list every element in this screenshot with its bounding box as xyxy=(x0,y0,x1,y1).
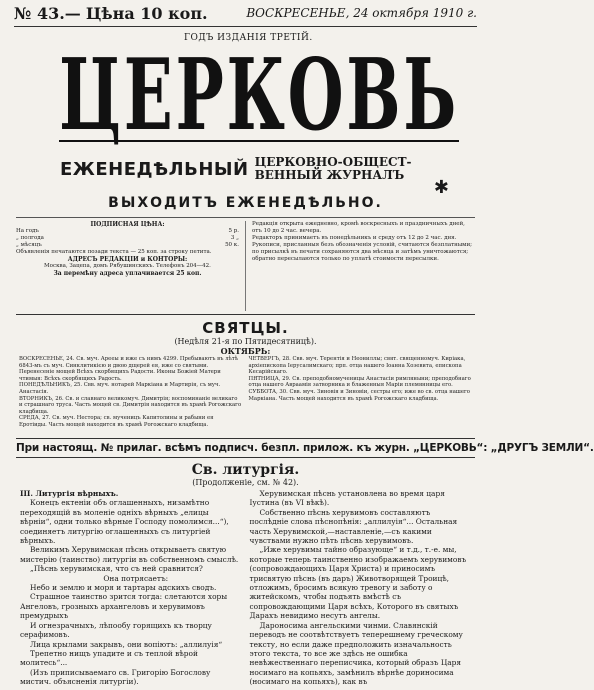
masthead xyxy=(16,27,475,217)
info-block xyxy=(16,217,475,315)
weekly-line: ВЫХОДИТЪ ЕЖЕНЕДѢЛЬНО. xyxy=(108,195,383,211)
subtitle-journal xyxy=(255,156,412,182)
announce-price: Объявленія печатаются позади текста — 25 коп. за строку петита. xyxy=(16,249,212,255)
address-change: За перемѣну адреса уплачивается 25 коп. xyxy=(53,270,202,277)
paragraph: Она потрясаетъ: xyxy=(103,573,169,583)
saints-columns xyxy=(16,356,475,438)
paragraph: Херувимская пѣснь установлена во время царя Іустина (въ VI вѣкѣ). xyxy=(249,489,445,508)
price-header: ПОДПИСНАЯ ЦѢНА: xyxy=(90,221,165,228)
subtitle-line-1: ЦЕРКОВНО-ОБЩЕСТ- xyxy=(254,155,412,169)
top-line xyxy=(14,0,477,27)
article-col-right xyxy=(246,489,476,687)
editorial-hours: Редакція открыта ежедневно, кромѣ воскресныхъ и праздничныхъ дней, отъ 10 до 2 час. вечера. xyxy=(252,221,465,234)
paragraph: Трепетно нищъ упадите и съ теплой вѣрой молитесь“... xyxy=(20,648,198,668)
price-row: „ полгода 3 „ xyxy=(16,235,239,241)
ornament-star-icon: ✱ xyxy=(433,177,449,198)
paragraph: Лица крылами закрывъ, они вопіютъ: „аллилуія“ xyxy=(30,639,223,649)
article-col-left xyxy=(16,489,246,687)
address: Москва, Зацепа, домъ Рябушинскихъ. Телефонъ 204—42. xyxy=(44,263,211,269)
saints-right: ЧЕТВЕРГЪ, 28. Свв. муч. Терентія и Неониллы; свят. священномуч. Киріака, архіепископа Іерусалимскаго; прп. отца нашего Іоанна Хозевита, епископа Кесарійскаго. ПЯТНИЦА, 29. Св. преподобномученицы Анастасіи римляныни; преподобнаго отца нашего Авраамія затворника и блаженныя Маріи племянницы его. СУББОТА, 30. Свв. муч. Зиновія и Зиновіи, сестры его; иже во св. отца нашего Маркіана. Часть мощей находится въ храмѣ Рогожскаго кладбища. xyxy=(248,356,471,402)
paragraph: Небо и землю и моря и тартары адскихъ сводъ. xyxy=(30,583,217,593)
editorial-info xyxy=(246,221,475,311)
svg-text:ЦЕРКОВЬ: ЦЕРКОВЬ xyxy=(59,38,459,153)
issue-number: № 43.— xyxy=(14,3,81,23)
masthead-subtitle xyxy=(60,149,460,189)
subscription-info xyxy=(16,221,246,311)
article-columns xyxy=(16,489,475,687)
price: Цѣна 10 коп. xyxy=(85,3,208,23)
paragraph: Конецъ ектеніи объ оглашенныхъ, низамѣтно переходящій въ моленіе одніхъ вѣрныхъ „елицы вѣрніи“, одни только вѣрные Господу помолимся...“), соединяетъ литургію оглашенныхъ съ литургіей вѣрныхъ. xyxy=(20,498,229,546)
saints-left: ВОСКРЕСЕНЬЕ, 24. Св. муч. Арееы и иже съ нимъ 4299. Пребываютъ въ лѣтѣ 6843-мъ съ муч. Синклитикією и двою дщерей ея, иже со святыми. Перенесеніе мощей Всѣхъ скорбящихъ Радости. Иконы Божіей Матери чтимыя: Всѣхъ скорбящихъ Радость. ПОНЕДѢЛЬНИКЪ, 25. Свв. муч. нотарей Маркіана и Мартирія, съ муч. Анастасія. ВТОРНИКЪ, 26. Св. и славнаго великомуч. Димитрія; воспоминаніе великаго и страшнаго труса. Часть мощей св. Димитрія находится въ храмѣ Рогожскаго кладбища. СРЕДА, 27. Св. муч. Нестора; св. мученицъ Капитолины и рабыни ея Еротіиды. Часть мощей находится въ храмѣ Рогожскаго кладбища. xyxy=(19,356,242,428)
paragraph: „Пѣснь херувимская, что съ ней сравнится? xyxy=(30,564,203,574)
price-row: На годъ 5 р. xyxy=(16,228,239,234)
article-title: Св. литургія. xyxy=(191,462,300,478)
supplement-banner: При настоящ. № прилаг. всѣмъ подписч. безпл. прилож. къ журн. „ЦЕРКОВЬ“: „ДРУГЪ ЗЕМЛИ“. xyxy=(16,438,475,458)
paragraph: Дароносима ангельскими чинми. Славянскій переводъ не соотвѣтствуетъ теперешнему греческому тексту, но если даже предположить изначальность этого текста, то все же здѣсь не ошибка невѣжественнаго переписчика, который образъ Царя носимаго на копьяхъ, замѣнилъ вѣрнѣе дориносима (носимаго на копьяхъ), как въ xyxy=(249,620,463,687)
manuscripts-note: Рукописи, присланныя безъ обозначенія условій, считаются безплатными; по присылкѣ въ печати сохраняются два мѣсяца и затѣмъ уничтожаются; обратно пересылаются только по уплатѣ стоимости пересылки. xyxy=(252,242,472,262)
masthead-title-logo xyxy=(54,37,464,153)
saints-title: СВЯТЦЫ. xyxy=(202,319,289,337)
subtitle-weekly: ЕЖЕНЕДѢЛЬНЫЙ xyxy=(60,158,249,180)
editor-hours: Редакторъ принимаетъ въ понедѣльникъ и среду отъ 12 до 2 час. дня. xyxy=(252,235,457,241)
issue-date: ВОСКРЕСЕНЬЕ, 24 октября 1910 г. xyxy=(246,6,477,20)
paragraph: Великимъ Херувимская пѣснь открываетъ святую мистерію (таинство) литургіи въ собственномъ смыслѣ. xyxy=(20,545,239,564)
article-subtitle: (Продолженіе, см. № 42). xyxy=(192,478,299,487)
year-line: ГОДЪ ИЗДАНІЯ ТРЕТІЙ. xyxy=(184,33,313,43)
paragraph: (Изъ приписываемаго св. Григорію Богослову мистич. объясненія литургіи). xyxy=(20,667,211,687)
address-header: АДРЕСЪ РЕДАКЦІИ и КОНТОРЫ: xyxy=(67,256,188,263)
saints-month: ОКТЯБРЬ: xyxy=(220,346,271,356)
price-row: „ мѣсяцъ 50 к. xyxy=(16,242,239,248)
section-heading: III. Литургія вѣрныхъ. xyxy=(20,489,119,498)
paragraph: Собственно пѣснь херувимовъ составляютъ послѣдніе слова пѣснопѣнія: „аллилуія“... Остальная часть Херувимской,—наставленіе,—съ какими чувствами нужно пѣть пѣснь херувимовъ. xyxy=(249,507,458,546)
paragraph: Страшное таинство зрится тогда: слетаются хоры Ангеловъ, грозныхъ архангеловъ и херувимовъ премудрыхъ xyxy=(20,592,228,621)
paragraph: „Иже херувимы тайно образующе“ и т.д., т.-е. мы, которые теперь таинственно изображаемъ херувимовъ (сопровождающихъ Царя Христа) и приносимъ трисвятую пѣснь (въ даръ) Животворящей Троицѣ, отложимъ, бросимъ всякую тревогу и заботу о житейскомъ, чтобы подъять вмѣстѣ съ сопровождающими Царя всѣхъ, Которого въ святыхъ Дарахъ невидимо несутъ ангелы. xyxy=(249,545,467,621)
paragraph: И огнезрачныхъ, лѣпообу горящихъ къ творцу серафимовъ. xyxy=(20,620,212,640)
subtitle-line-2: ВЕННЫЙ ЖУРНАЛЪ xyxy=(254,168,405,182)
saints-subtitle: (Недѣля 21-я по Пятидесятницѣ). xyxy=(174,337,317,346)
issue-price xyxy=(14,4,208,23)
